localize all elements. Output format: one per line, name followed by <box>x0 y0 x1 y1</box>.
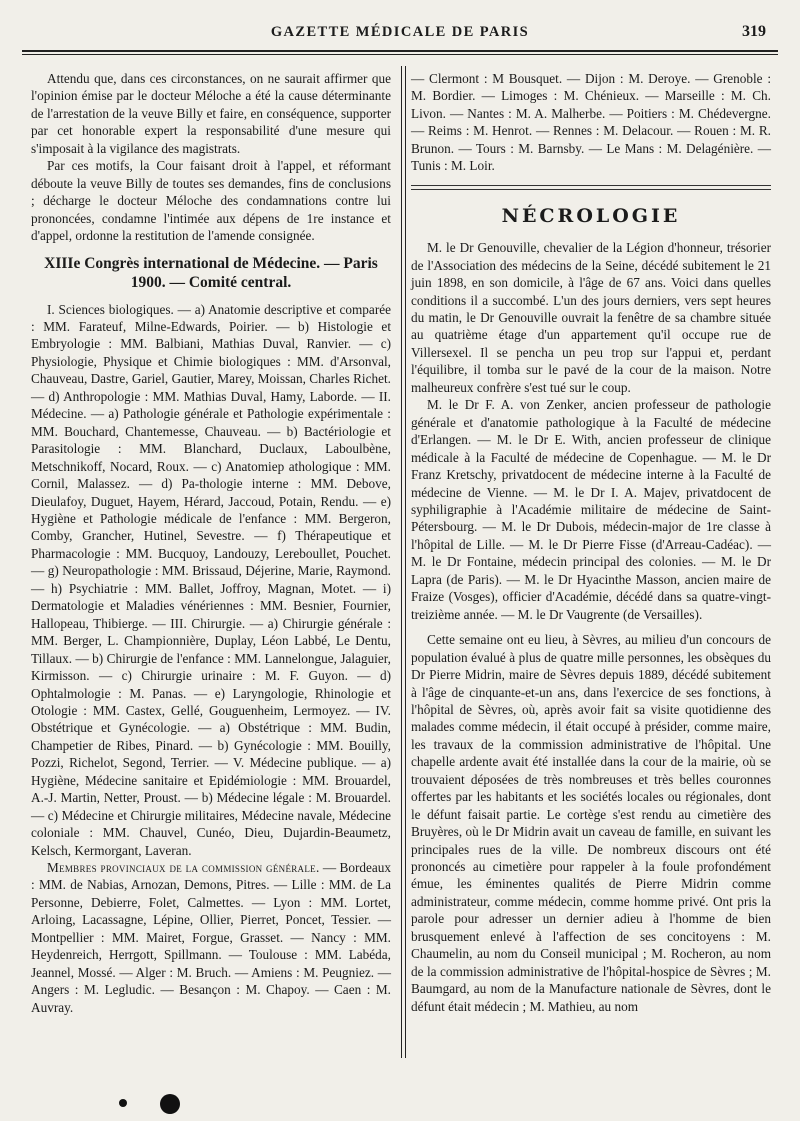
verdict-paragraph-1: Attendu que, dans ces circonstances, on ne saurait affirmer que l'opinion émise par le docteur Méloche a été la cause déterminante de l'arrestation de la veuve Billy et faire, en conséquence, supporter par cet honorable expert la responsabilité d'une mesure qui s'imposait à la vigilance des magistrats. <box>31 71 391 156</box>
section-rule <box>411 185 771 190</box>
column-divider <box>401 66 406 1058</box>
journal-title: GAZETTE MÉDICALE DE PARIS <box>270 24 530 40</box>
verdict-paragraph-2: Par ces motifs, la Cour faisant droit à l'appel, et réformant déboute la veuve Billy de toutes ses demandes, fins de conclusions ; décharge le docteur Méloche des condamnations contre lui prononcées, condamne l'intimée aux dépens de 1re instance et d'appel, ordonne la restitution de l'amende consignée. <box>31 158 391 244</box>
provincial-members-lead: Membres provinciaux de la commission générale. <box>47 860 320 876</box>
provincial-members-paragraph <box>31 859 391 1016</box>
provincial-members-text: — Bordeaux : MM. de Nabias, Arnozan, Demons, Pitres. — Lille : MM. de La Personne, Debierre, Folet, Calmettes. — Lyon : MM. Lortet, Arloing, Lacassagne, Lépine, Ollier, Pierret, Poncet, Tessier. — Montpellier : MM. Mairet, Forgue, Grasset. — Nancy : MM. Heydenreich, Herrgott, Spillmann. — Toulouse : MM. Labéda, Jeannel, Mossé. — Alger : M. Bruch. — Amiens : M. Peugniez. — Angers : M. Legludic. — Besançon : M. Chapoy. — Caen : M. Auvray. <box>31 860 392 1015</box>
page-number: 319 <box>742 23 766 40</box>
necrology-paragraph-2: M. le Dr F. A. von Zenker, ancien professeur de pathologie générale et d'anatomie pathologique à la Faculté de médecine d'Erlangen. — M. le Dr E. With, ancien professeur de clinique médicale à la Faculté de médecine de Copenhague. — M. le Dr Franz Kretschy, privatdocent de médecine interne à la Faculté de médecine de Vienne. — M. le Dr I. A. Majev, privatdocent de syphiligraphie à l'Académie militaire de médecine de Saint-Pétersbourg. — M. le Dr Dubois, médecin-major de 1re classe à l'hôpital de Lille. — M. le Dr Pierre Fisse (d'Arreau-Cadéac). — M. le Dr Fontaine, médecin principal des colonies. — M. le Dr Lapra (de Paris). — M. le Dr Hyacinthe Masson, ancien maire de Fraize (Vosges), officier d'Académie, décédé dans sa quatre-vingt-treizième année. — M. le Dr Vaugrente (de Versailles). <box>411 397 771 622</box>
page-header <box>30 22 770 46</box>
header-rule <box>22 50 778 55</box>
left-column <box>31 70 391 1016</box>
necrology-heading: NÉCROLOGIE <box>501 204 681 227</box>
congress-heading <box>31 254 391 292</box>
ink-blot-small <box>119 1099 127 1107</box>
committee-sections-paragraph: I. Sciences biologiques. — a) Anatomie descriptive et comparée : MM. Farateuf, Milne-Edwards, Poirier. — b) Histologie et Embryologie : MM. Balbiani, Mathias Duval, Ranvier. — c) Physiologie, Physique et Chimie biologiques : MM. d'Arsonval, Chauveau, Dastre, Gariel, Gautier, Marey, Moissan, Charles Richet. — d) Anthropologie : MM. Mathias Duval, Hamy, Laborde. — II. Médecine. — a) Pathologie générale et Pathologie expérimentale : MM. Bouchard, Chantemesse, Chauveau. — b) Bactériologie et Parasitologie : MM. Blanchard, Duclaux, Laboulbène, Metschnikoff, Nocard, Roux. — c) Anatomiep athologique : MM. Cornil, Malassez. — d) Pa-thologie interne : MM. Debove, Dieulafoy, Duguet, Hayem, Hérard, Jaccoud, Potain, Rendu. — e) Hygiène et Pathologie médicale de l'enfance : MM. Bergeron, Comby, Grancher, Hutinel, Sevestre. — f) Thérapeutique et Pharmacologie : MM. Bucquoy, Landouzy, Lereboullet, Pouchet. — g) Neuropathologie : MM. Brissaud, Déjerine, Marie, Raymond. — h) Psychiatrie : MM. Ballet, Joffroy, Magnan, Motet. — i) Dermatologie et Maladies vénériennes : MM. Besnier, Fournier, Hallopeau, Thibierge. — III. Chirurgie. — a) Chirurgie générale : MM. Berger, L. Championnière, Duplay, Léon Labbé, Le Dentu, Tillaux. — b) Chirurgie de l'enfance : MM. Lannelongue, Jalaguier, Kirmisson. — c) Chirurgie urinaire : M. F. Guyon. — d) Ophtalmologie : M. Panas. — e) Laryngologie, Rhinologie et Otologie : MM. Castex, Gellé, Gouguenheim, Lermoyez. — IV. Obstétrique et Gynécologie. — a) Obstétrique : MM. Budin, Champetier de Ribes, Pinard. — b) Gynécologie : MM. Bouilly, Pozzi, Richelot, Segond, Terrier. — V. Médecine publique. — a) Hygiène, Médecine sanitaire et Epidémiologie : MM. Brouardel, A.-J. Martin, Netter, Proust. — b) Médecine légale : M. Brouardel. — c) Médecine et Chirurgie militaires, Médecine navale, Médecine coloniale : MM. Chauvel, Cunéo, Dieu, Dujardin-Beaumetz, Kelsch, Kermorgant, Laveran. <box>31 301 391 858</box>
congress-heading-line-2: 1900. — Comité central. <box>130 273 292 291</box>
right-column <box>411 70 771 1015</box>
congress-heading-line-1: XIIIe Congrès international de Médecine. — Paris <box>44 254 378 272</box>
ink-blot-large <box>160 1094 180 1114</box>
necrology-paragraph-1: M. le Dr Genouville, chevalier de la Légion d'honneur, trésorier de l'Association des médecins de la Seine, décédé subitement le 21 juin 1898, en son domicile, à l'âge de 67 ans. Voici dans quelles conditions il a succombé. L'un des jours derniers, vers sept heures du matin, le Dr Genouville ouvrait la fenêtre de sa chambre située au quatrième étage d'un appartement qu'il occupe rue de Villersexel. Il se pencha un peu trop sur l'appui et, perdant l'équilibre, il tomba sur le pavé de la cour de la maison. Notre malheureux confrère s'est tué sur le coup. <box>411 240 771 395</box>
provincial-members-continued: — Clermont : M Bousquet. — Dijon : M. Deroye. — Grenoble : M. Bordier. — Limoges : M. Chénieux. — Marseille : M. Ch. Livon. — Nantes : M. A. Malherbe. — Poitiers : M. Chédevergne. — Reims : M. Henrot. — Rennes : M. Delacour. — Rouen : M. R. Brunon. — Tours : M. Barnsby. — Le Mans : M. Delagénière. — Tunis : M. Loir. <box>411 71 771 174</box>
necrology-paragraph-3: Cette semaine ont eu lieu, à Sèvres, au milieu d'un concours de population évalué à plus de quatre mille personnes, les obsèques du Dr Pierre Midrin, maire de Sèvres depuis 1889, décédé subitement à l'âge de cinquante-et-un ans, dans l'exercice de ses fonctions, à l'hôpital de Sèvres, où, après avoir fait sa visite quotidienne des malades comme médecin, il était occupé à présider, comme maire, les travaux de la commission administrative de l'hôpital. Une chapelle ardente avait été installée dans la cour de la mairie, où se trouvaient déposées de très nombreuses et très belles couronnes offertes par les habitants et les sociétés locales ou régionales, dont le défunt faisait partie. Le cortège s'est rendu au cimetière des Bruyères, où le Dr Midrin avait un caveau de famille, en suivant les principales rues de la ville. De nombreux discours ont été prononcés au cimetière pour rappeler à la foule profondément émue, les éminentes qualités de Pierre Midrin comme administrateur, comme médecin, comme homme privé. Ont pris la parole pour adresser un dernier adieu à l'homme de bien brusquement enlevé à l'affection de ses concitoyens : M. Chaumelin, au nom du Conseil municipal ; M. Rocheron, au nom de la commission administrative de l'hôpital-hospice de Sèvres ; M. Baumgard, au nom de la Manufacture nationale de Sèvres, dont le défunt était médecin ; M. Mathieu, au nom <box>411 632 771 1014</box>
